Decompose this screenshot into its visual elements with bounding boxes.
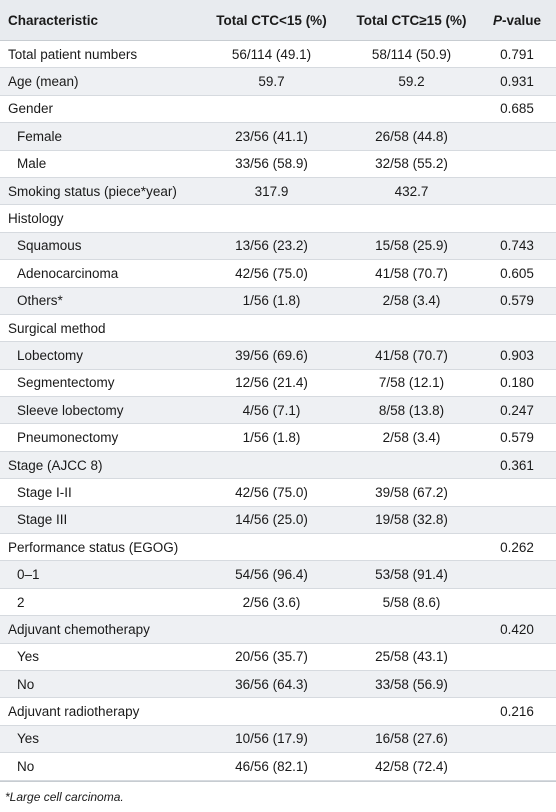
table-row bbox=[0, 671, 556, 698]
cell-ctc-low: 317.9 bbox=[254, 183, 289, 199]
cell-ctc-high: 19/58 (32.8) bbox=[375, 512, 448, 528]
table-row bbox=[0, 260, 556, 287]
table-row bbox=[0, 507, 556, 534]
row-label: Performance status (EGOG) bbox=[8, 539, 179, 555]
cell-p-value: 0.685 bbox=[500, 101, 534, 117]
cell-p-value: 0.420 bbox=[500, 621, 534, 637]
table-row bbox=[0, 178, 556, 205]
table-row bbox=[0, 452, 556, 479]
table-row bbox=[0, 68, 556, 95]
cell-ctc-low: 56/114 (49.1) bbox=[231, 46, 312, 62]
row-label: Male bbox=[17, 156, 47, 172]
cell-p-value: 0.579 bbox=[500, 430, 534, 446]
cell-p-value: 0.743 bbox=[500, 238, 534, 254]
cell-p-value: 0.216 bbox=[500, 704, 534, 720]
row-label: Yes bbox=[17, 731, 40, 747]
cell-ctc-low: 54/56 (96.4) bbox=[235, 567, 308, 583]
cell-ctc-low: 20/56 (35.7) bbox=[235, 649, 308, 665]
cell-p-value: 0.791 bbox=[500, 46, 534, 62]
cell-p-value: 0.903 bbox=[500, 347, 534, 363]
row-label: Stage (AJCC 8) bbox=[8, 457, 103, 473]
row-label: 2 bbox=[17, 594, 25, 610]
cell-ctc-low: 14/56 (25.0) bbox=[235, 512, 308, 528]
cell-ctc-low: 42/56 (75.0) bbox=[235, 484, 308, 500]
cell-ctc-high: 5/58 (8.6) bbox=[382, 594, 441, 610]
row-label: Histology bbox=[8, 211, 64, 227]
table-row bbox=[0, 479, 556, 506]
table-row bbox=[0, 151, 556, 178]
table-row bbox=[0, 726, 556, 753]
table-row bbox=[0, 288, 556, 315]
cell-ctc-high: 33/58 (56.9) bbox=[375, 676, 448, 692]
row-label: Lobectomy bbox=[17, 347, 84, 363]
cell-ctc-low: 46/56 (82.1) bbox=[235, 758, 308, 774]
cell-p-value: 0.931 bbox=[500, 74, 534, 90]
row-label: Smoking status (piece*year) bbox=[8, 183, 177, 199]
table-row bbox=[0, 589, 556, 616]
cell-ctc-high: 42/58 (72.4) bbox=[375, 758, 448, 774]
cell-ctc-high: 2/58 (3.4) bbox=[382, 430, 441, 446]
row-label: Squamous bbox=[17, 238, 82, 254]
cell-ctc-low: 2/56 (3.6) bbox=[242, 594, 301, 610]
table-row bbox=[0, 233, 556, 260]
header-p-letter: P bbox=[492, 12, 502, 28]
cell-ctc-high: 2/58 (3.4) bbox=[382, 293, 441, 309]
table-row bbox=[0, 753, 556, 780]
table-row bbox=[0, 370, 556, 397]
table-row bbox=[0, 698, 556, 725]
cell-ctc-low: 42/56 (75.0) bbox=[235, 265, 308, 281]
cell-ctc-low: 39/56 (69.6) bbox=[235, 347, 308, 363]
table-row bbox=[0, 315, 556, 342]
row-label: Stage III bbox=[17, 512, 68, 528]
header-p-value bbox=[478, 13, 556, 28]
row-label: Adjuvant radiotherapy bbox=[8, 704, 140, 720]
cell-ctc-high: 32/58 (55.2) bbox=[375, 156, 448, 172]
table-header-row bbox=[0, 0, 556, 41]
cell-ctc-high: 16/58 (27.6) bbox=[375, 731, 448, 747]
cell-ctc-high: 41/58 (70.7) bbox=[375, 347, 448, 363]
cell-ctc-low: 1/56 (1.8) bbox=[242, 430, 301, 446]
table-row bbox=[0, 616, 556, 643]
cell-ctc-high: 39/58 (67.2) bbox=[375, 484, 448, 500]
row-label: Adjuvant chemotherapy bbox=[8, 621, 150, 637]
cell-ctc-high: 25/58 (43.1) bbox=[375, 649, 448, 665]
cell-p-value: 0.605 bbox=[500, 265, 534, 281]
cell-p-value: 0.247 bbox=[500, 402, 534, 418]
cell-ctc-low: 33/56 (58.9) bbox=[235, 156, 308, 172]
table-row bbox=[0, 41, 556, 68]
table-row bbox=[0, 534, 556, 561]
cell-ctc-low: 13/56 (23.2) bbox=[235, 238, 308, 254]
cell-ctc-low: 1/56 (1.8) bbox=[242, 293, 301, 309]
row-label: Others* bbox=[17, 293, 63, 309]
table-body bbox=[0, 41, 556, 781]
cell-ctc-high: 59.2 bbox=[398, 74, 425, 90]
table-row bbox=[0, 561, 556, 588]
row-label: Surgical method bbox=[8, 320, 106, 336]
cell-p-value: 0.262 bbox=[500, 539, 534, 555]
cell-p-value: 0.361 bbox=[500, 457, 534, 473]
row-label: Female bbox=[17, 128, 63, 144]
cell-ctc-high: 15/58 (25.9) bbox=[375, 238, 448, 254]
header-p-suffix: -value bbox=[501, 12, 542, 28]
row-label: No bbox=[17, 676, 35, 692]
row-label: Stage I-II bbox=[17, 484, 72, 500]
header-ctc-low: Total CTC<15 (%) bbox=[216, 12, 327, 28]
cell-ctc-high: 8/58 (13.8) bbox=[378, 402, 445, 418]
row-label: Age (mean) bbox=[8, 74, 79, 90]
row-label: Total patient numbers bbox=[8, 46, 138, 62]
cell-ctc-high: 26/58 (44.8) bbox=[375, 128, 448, 144]
row-label: 0–1 bbox=[17, 567, 40, 583]
table-row bbox=[0, 342, 556, 369]
table-row bbox=[0, 123, 556, 150]
table-row bbox=[0, 397, 556, 424]
row-label: Adenocarcinoma bbox=[17, 265, 119, 281]
cell-ctc-high: 432.7 bbox=[394, 183, 429, 199]
cell-ctc-high: 41/58 (70.7) bbox=[375, 265, 448, 281]
header-characteristic: Characteristic bbox=[8, 12, 99, 28]
row-label: Segmentectomy bbox=[17, 375, 115, 391]
table-row bbox=[0, 96, 556, 123]
cell-ctc-high: 53/58 (91.4) bbox=[375, 567, 448, 583]
table-footnote: *Large cell carcinoma. bbox=[0, 781, 556, 812]
table-row bbox=[0, 644, 556, 671]
cell-ctc-low: 12/56 (21.4) bbox=[235, 375, 308, 391]
cell-ctc-high: 58/114 (50.9) bbox=[371, 46, 452, 62]
cell-ctc-high: 7/58 (12.1) bbox=[378, 375, 445, 391]
cell-ctc-low: 36/56 (64.3) bbox=[235, 676, 308, 692]
cell-ctc-low: 10/56 (17.9) bbox=[235, 731, 308, 747]
row-label: Gender bbox=[8, 101, 54, 117]
cell-ctc-low: 59.7 bbox=[258, 74, 285, 90]
row-label: Yes bbox=[17, 649, 40, 665]
table-row bbox=[0, 424, 556, 451]
row-label: Pneumonectomy bbox=[17, 430, 119, 446]
cell-p-value: 0.180 bbox=[500, 375, 534, 391]
header-ctc-high: Total CTC≥15 (%) bbox=[356, 12, 467, 28]
row-label: No bbox=[17, 758, 35, 774]
row-label: Sleeve lobectomy bbox=[17, 402, 124, 418]
table-row bbox=[0, 205, 556, 232]
cell-ctc-low: 4/56 (7.1) bbox=[242, 402, 301, 418]
cell-ctc-low: 23/56 (41.1) bbox=[235, 128, 308, 144]
cell-p-value: 0.579 bbox=[500, 293, 534, 309]
